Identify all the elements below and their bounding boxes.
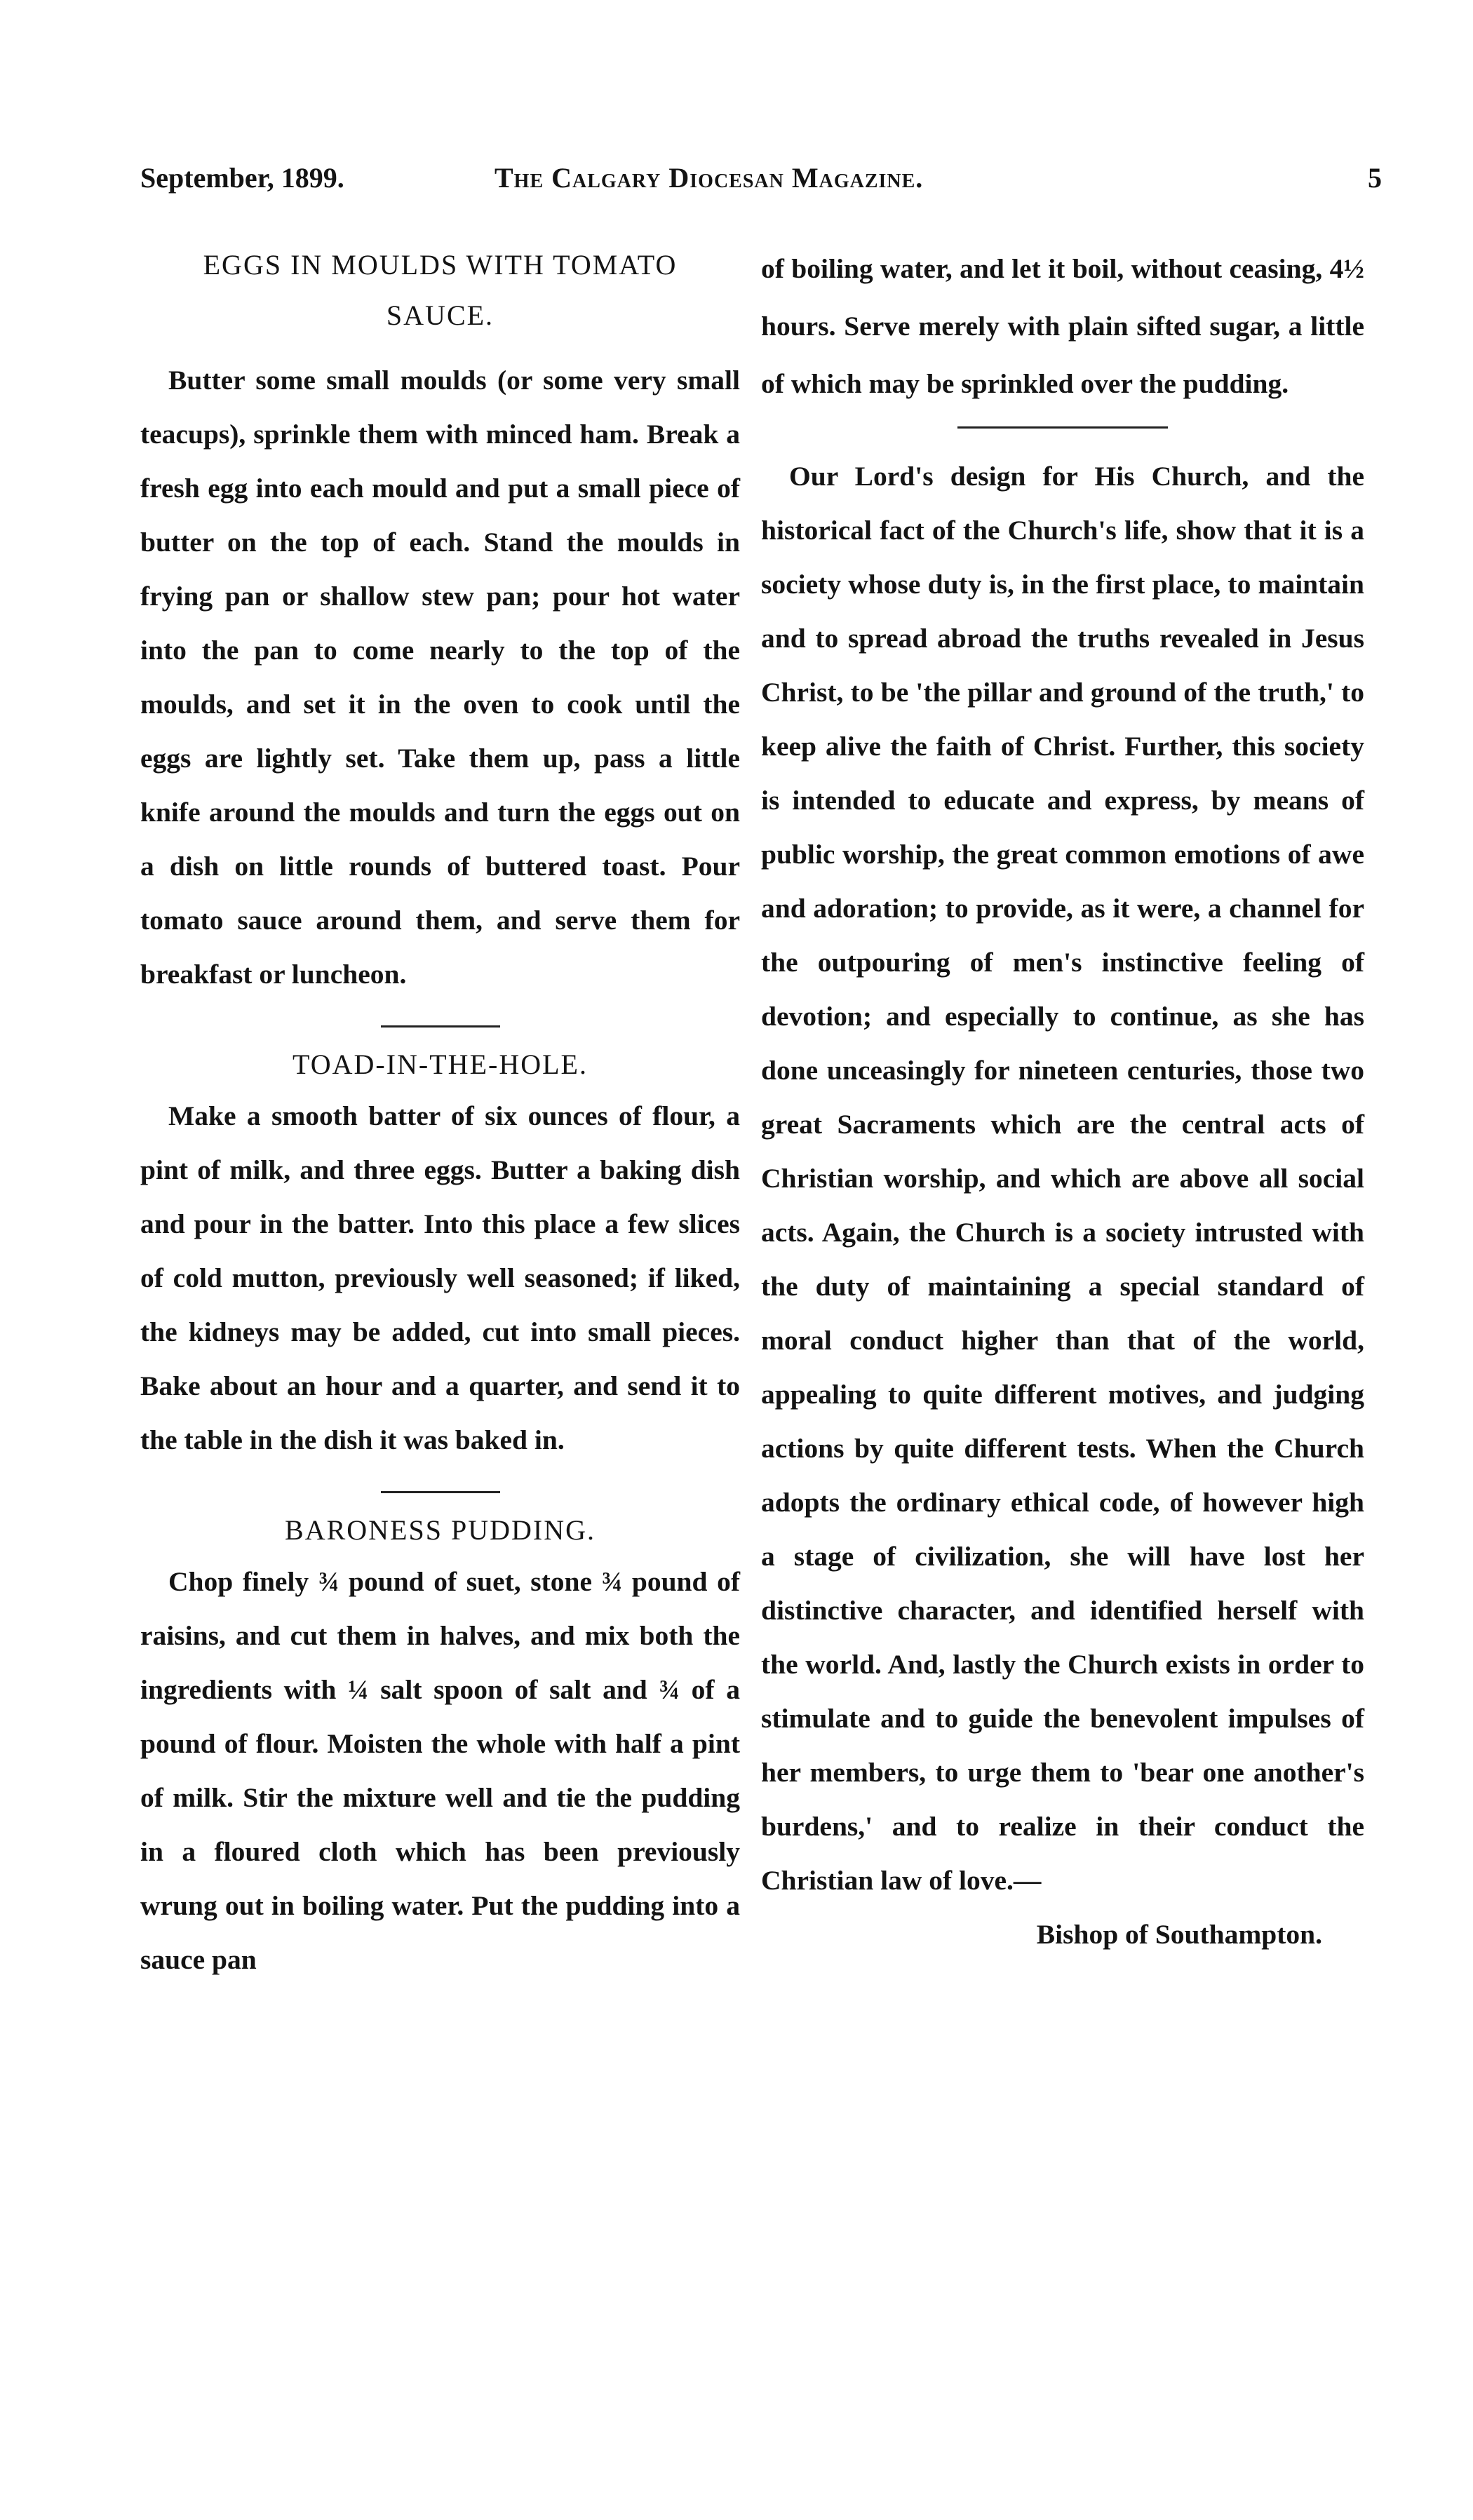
recipe-eggs-in-moulds [140, 240, 740, 1002]
article-church-design [761, 450, 1364, 1962]
recipe-heading-eggs: EGGS IN MOULDS WITH TOMATO SAUCE. [203, 249, 678, 331]
left-column [140, 240, 740, 1987]
recipe-body-eggs: Butter some small moulds (or some very small teacups), sprinkle them with minced ham. Break a fresh egg into each mould and put a small piece of butter on the top of each. Stand the moulds in frying pan or shallow stew pan; pour hot water into the pan to come nearly to the top of the moulds, and set it in the oven to cook until the eggs are lightly set. Take them up, pass a little knife around the moulds and turn the eggs out on a dish on little rounds of buttered toast. Pour tomato sauce around them, and serve them for breakfast or luncheon. [140, 365, 740, 990]
recipe-heading-toad: TOAD-IN-THE-HOLE. [292, 1049, 588, 1080]
header-title: The Calgary Diocesan Magazine. [495, 162, 924, 194]
section-divider [381, 1025, 500, 1027]
recipe-body-baroness: Chop finely ¾ pound of suet, stone ¾ pound of raisins, and cut them in halves, and mix both the ingredients with ¼ salt spoon of salt and ¾ of a pound of flour. Moisten the whole with half a pint of milk. Stir the mixture well and tie the pudding in a floured cloth which has been previously wrung out in boiling water. Put the pudding into a sauce pan [140, 1566, 740, 1975]
running-header [140, 161, 1382, 210]
right-column [761, 240, 1364, 1962]
article-body-church: Our Lord's design for His Church, and the historical fact of the Church's life, show that it is a society whose duty is, in the first place, to maintain and to spread abroad the truths revealed in Jesus Christ, to be 'the pillar and ground of the truth,' to keep alive the faith of Christ. Further, this society is intended to educate and express, by means of public worship, the great common emotions of awe and adoration; to provide, as it were, a channel for the outpouring of men's instinctive feeling of devotion; and especially to continue, as she has done unceasingly for nineteen centuries, those two great Sacraments which are the central acts of Christian worship, and which are above all social acts. Again, the Church is a society intrusted with the duty of maintaining a special standard of moral conduct higher than that of the world, appealing to quite different motives, and judging actions by quite different tests. When the Church adopts the ordinary ethical code, of however high a stage of civilization, she will have lost her distinctive character, and identified herself with the world. And, lastly the Church exists in order to stimulate and to guide the benevolent impulses of her members, to urge them to 'bear one another's burdens,' and to realize in their conduct the Christian law of love.— [761, 461, 1364, 1896]
recipe-body-baroness-continued: of boiling water, and let it boil, without ceasing, 4½ hours. Serve merely with plain sifted sugar, a little of which may be sprinkled over the pudding. [761, 253, 1364, 399]
recipe-heading-baroness: BARONESS PUDDING. [285, 1514, 596, 1546]
recipe-body-toad: Make a smooth batter of six ounces of flour, a pint of milk, and three eggs. Butter a baking dish and pour in the batter. Into this place a few slices of cold mutton, previously well seasoned; if liked, the kidneys may be added, cut into small pieces. Bake about an hour and a quarter, and send it to the table in the dish it was baked in. [140, 1100, 740, 1455]
article-signature: Bishop of Southampton. [1036, 1919, 1322, 1950]
section-divider [381, 1491, 500, 1493]
recipe-baroness-pudding [140, 1506, 740, 1987]
page-number: 5 [1368, 162, 1382, 194]
section-divider [957, 426, 1168, 429]
header-date: September, 1899. [140, 162, 344, 194]
recipe-toad-in-the-hole [140, 1040, 740, 1467]
